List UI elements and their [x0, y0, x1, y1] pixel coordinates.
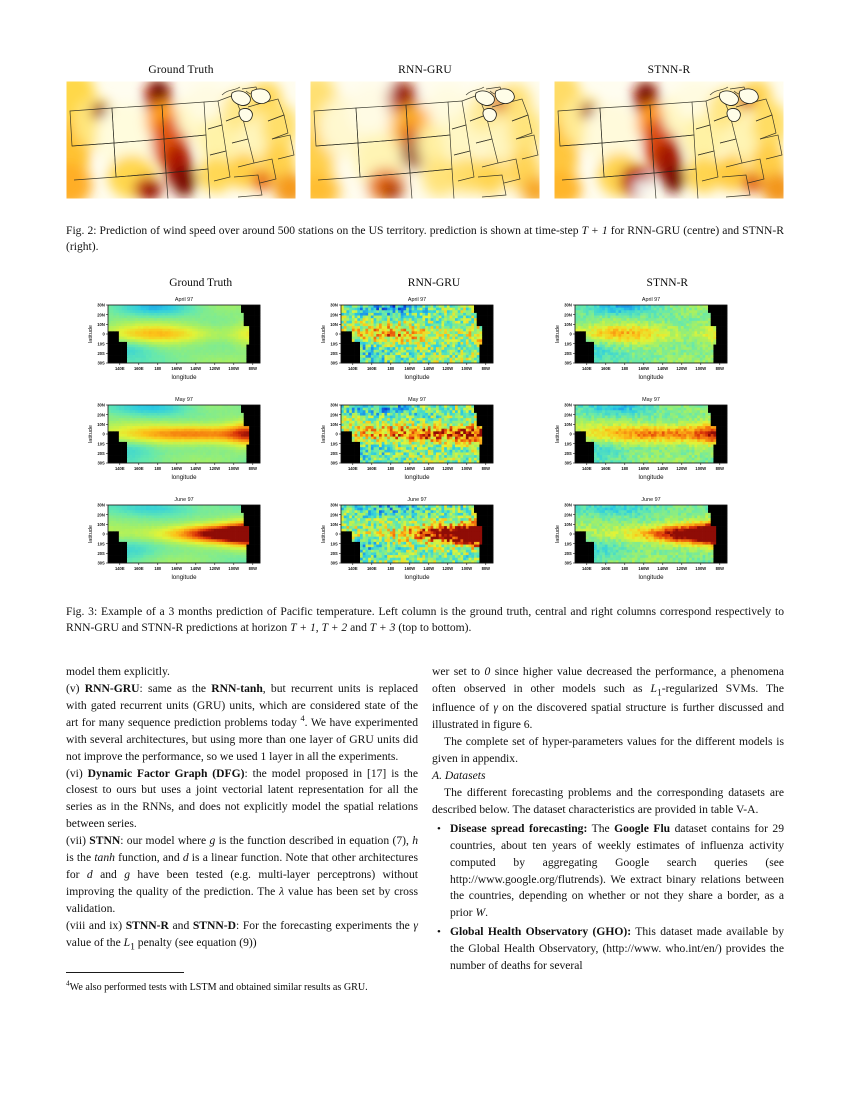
figure-2-header-rnn-gru: RNN-GRU	[398, 64, 452, 76]
y-tick-label: 20S	[564, 350, 572, 356]
figure-3-panel-stnn-r-3	[551, 491, 784, 591]
x-axis-label: longitude	[404, 374, 430, 381]
y-tick-label: 10N	[97, 421, 105, 427]
y-axis-label: latitude	[88, 424, 94, 444]
x-axis-label: longitude	[638, 574, 664, 581]
term-stnn: STNN	[89, 834, 121, 848]
y-tick-label: 10S	[330, 541, 339, 547]
x-tick-label: 140W	[657, 566, 668, 571]
x-tick-label: 100W	[695, 466, 706, 471]
x-tick-label: 160W	[638, 566, 649, 571]
figure-2-header-ground-truth: Ground Truth	[148, 64, 214, 76]
text-run: (vi)	[66, 766, 88, 780]
term-dfg: Dynamic Factor Graph (DFG)	[87, 766, 245, 780]
x-tick-label: 120W	[209, 466, 221, 471]
x-tick-label: 80W	[481, 566, 491, 571]
figure-2-map-stnn-r	[554, 81, 784, 199]
paragraph-stnn-r-stnn-d	[66, 918, 418, 954]
y-tick-label: 0	[102, 531, 105, 537]
heatmap-stnn-r	[551, 291, 784, 391]
figure-3-caption-text-2: (top to bottom).	[395, 621, 472, 635]
figure-3-row-2	[84, 391, 784, 491]
figure-3-caption-math-1: T + 1	[290, 621, 316, 635]
x-tick-label: 100W	[461, 466, 473, 471]
figure-2-caption-math-1: T + 1	[581, 224, 608, 237]
text-run: The	[587, 821, 615, 835]
x-tick-label: 180	[154, 466, 162, 471]
x-tick-label: 160E	[367, 366, 377, 371]
footnote-number: 4	[66, 979, 70, 988]
panel-title: May 97	[408, 397, 427, 403]
body-column-right	[432, 664, 784, 977]
x-tick-label: 160W	[171, 466, 183, 471]
heatmap-stnn-r	[551, 491, 784, 591]
x-tick-label: 160E	[600, 466, 611, 471]
y-tick-label: 30S	[330, 460, 339, 466]
x-tick-label: 100W	[461, 366, 473, 371]
x-tick-label: 80W	[715, 566, 724, 571]
x-tick-label: 120W	[209, 566, 221, 571]
math-g-2: g	[124, 868, 131, 882]
text-run: .	[485, 906, 489, 920]
x-tick-label: 80W	[481, 366, 491, 371]
text-run: function, and	[114, 851, 183, 865]
x-tick-label: 120W	[442, 366, 454, 371]
x-tick-label: 140E	[581, 466, 592, 471]
x-tick-label: 160W	[404, 466, 416, 471]
x-axis-label: longitude	[404, 574, 430, 581]
heatmap-ground-truth	[84, 491, 317, 591]
x-tick-label: 120W	[209, 366, 221, 371]
panel-title: June 97	[174, 497, 194, 503]
figure-3-row-1	[84, 291, 784, 391]
text-run: is the	[66, 851, 95, 865]
y-tick-label: 30N	[97, 302, 105, 308]
text-run: , but recurrent units is replaced with gated recurrent units (GRU) units, which are considered state of the art for many sequence prediction problems today	[66, 681, 418, 729]
figure-3-caption-label: Fig. 3:	[66, 605, 98, 618]
y-tick-label: 20S	[330, 450, 339, 456]
math-zero: 0	[484, 665, 491, 678]
heatmap-ground-truth	[84, 391, 317, 491]
text-run: : our model where	[120, 834, 210, 848]
list-item	[448, 924, 784, 975]
x-tick-label: 140W	[190, 466, 202, 471]
x-tick-label: 140E	[581, 366, 592, 371]
text-run: dataset contains for 29 countries, about ten years of weekly estimates of influenza activity computed by aggregating Google search queries (see http://www.google.org/flutrends). We extract binary relations between the countries, depending on whether or not they share a border, as a prior	[450, 821, 784, 920]
y-tick-label: 30S	[330, 560, 339, 566]
y-tick-label: 20S	[564, 450, 572, 456]
y-tick-label: 10N	[330, 521, 339, 527]
y-tick-label: 20S	[97, 350, 105, 356]
x-tick-label: 160E	[133, 466, 144, 471]
x-tick-label: 180	[154, 366, 162, 371]
panel-title: April 97	[174, 297, 194, 303]
figure-3-panel-rnn-gru-2	[317, 391, 550, 491]
y-axis-label: latitude	[554, 324, 561, 344]
y-tick-label: 10S	[97, 541, 105, 547]
term-rnn-gru: RNN-GRU	[84, 681, 140, 695]
x-tick-label: 160W	[171, 566, 183, 571]
y-tick-label: 20N	[97, 512, 105, 518]
x-tick-label: 160W	[404, 566, 416, 571]
paragraph-datasets-intro	[432, 785, 784, 819]
y-tick-label: 10S	[330, 441, 339, 447]
x-tick-label: 160E	[367, 466, 377, 471]
x-tick-label: 120W	[676, 366, 687, 371]
text-run: wer set to	[432, 665, 485, 678]
x-tick-label: 80W	[481, 466, 491, 471]
text-run: is a linear function. Note that other architectures for	[66, 851, 418, 882]
paragraph-model-them-explicitly	[66, 664, 418, 681]
y-tick-label: 20N	[563, 412, 572, 418]
x-axis-label: longitude	[171, 474, 197, 481]
x-tick-label: 180	[621, 566, 628, 571]
y-tick-label: 30N	[97, 502, 105, 508]
x-tick-label: 160E	[133, 566, 144, 571]
math-L-subscript: 1	[130, 941, 135, 953]
math-gamma-2: γ	[493, 701, 498, 715]
text-run: : same as the	[139, 681, 212, 695]
text-run: (viii and ix)	[66, 918, 126, 932]
text-run: (vii)	[66, 834, 90, 848]
x-tick-label: 160E	[367, 566, 377, 571]
y-tick-label: 10N	[563, 521, 572, 527]
y-tick-label: 10N	[97, 521, 105, 527]
y-tick-label: 0	[569, 331, 572, 337]
math-gamma: γ	[413, 918, 418, 932]
x-tick-label: 160W	[638, 466, 649, 471]
y-tick-label: 20N	[563, 312, 572, 318]
text-run: penalty (see equation (9))	[134, 935, 257, 949]
figure-2	[66, 64, 784, 199]
math-L1-subscript: 1	[656, 687, 662, 699]
figure-2-caption-text-2: for RNN-GRU (centre) and STNN-R (right).	[66, 224, 784, 254]
paragraph-stnn	[66, 833, 418, 918]
figure-3-caption-text-1: Example of a 3 months prediction of Pacific temperature. Left column is the ground truth, central and right columns correspond respectively to RNN-GRU and STNN-R predictions at horizon	[66, 605, 785, 635]
body-column-left	[66, 664, 418, 954]
x-tick-label: 120W	[442, 466, 454, 471]
dataset-bullet-list	[432, 821, 784, 975]
x-tick-label: 160E	[133, 366, 144, 371]
y-tick-label: 20S	[330, 350, 339, 356]
y-tick-label: 0	[569, 431, 572, 437]
x-tick-label: 180	[621, 366, 628, 371]
text-run: This dataset made available by the Global Health Observatory, (http://www. who.int/en/) provides the number of deaths for several	[450, 925, 785, 973]
y-tick-label: 20S	[564, 550, 572, 556]
y-axis-label: latitude	[88, 324, 94, 344]
panel-title: June 97	[641, 497, 661, 503]
x-tick-label: 140W	[190, 366, 202, 371]
y-tick-label: 10S	[564, 341, 572, 347]
math-d: d	[182, 851, 189, 865]
y-tick-label: 0	[335, 331, 339, 337]
x-axis-label: longitude	[638, 374, 664, 381]
figure-3-caption-math-2: T + 2	[321, 621, 348, 635]
footnote-4	[66, 981, 418, 995]
x-tick-label: 140E	[114, 366, 125, 371]
y-tick-label: 30N	[563, 302, 572, 308]
panel-title: April 97	[408, 297, 427, 303]
x-tick-label: 180	[387, 466, 395, 471]
x-tick-label: 80W	[248, 566, 257, 571]
y-tick-label: 30N	[330, 302, 339, 308]
y-tick-label: 30N	[97, 402, 105, 408]
x-tick-label: 180	[621, 466, 628, 471]
x-tick-label: 80W	[715, 466, 724, 471]
x-tick-label: 160E	[600, 366, 611, 371]
y-tick-label: 30N	[563, 402, 572, 408]
figure-2-column-headers	[66, 64, 784, 76]
panel-title: June 97	[407, 497, 427, 503]
math-L: L	[123, 935, 131, 949]
x-tick-label: 160W	[404, 366, 416, 371]
paragraph-dfg	[66, 766, 418, 834]
y-tick-label: 30S	[330, 360, 339, 366]
x-tick-label: 100W	[228, 466, 240, 471]
heatmap-ground-truth	[84, 291, 317, 391]
x-tick-label: 140W	[657, 366, 668, 371]
figure-3-panel-rnn-gru-3	[317, 491, 550, 591]
x-tick-label: 180	[154, 566, 162, 571]
figure-3-caption-sep-2: and	[347, 621, 370, 635]
y-tick-label: 10S	[97, 341, 105, 347]
section-heading-datasets: A. Datasets	[432, 769, 486, 783]
y-axis-label: latitude	[321, 324, 328, 344]
figure-3-caption-sep-1: ,	[315, 621, 322, 635]
x-axis-label: longitude	[171, 374, 197, 381]
x-tick-label: 140E	[114, 566, 125, 571]
x-tick-label: 140E	[348, 366, 358, 371]
y-tick-label: 20S	[97, 550, 105, 556]
figure-3-panel-stnn-r-1	[551, 291, 784, 391]
term-rnn-tanh: RNN-tanh	[211, 681, 263, 695]
figure-2-map-rnn-gru	[310, 81, 540, 199]
text-run: . We have experimented with several architectures, but using more than one layer of GRU units did not improve the performance, so we used 1 layer in all the experiments.	[66, 715, 418, 763]
figure-3-header-stnn-r: STNN-R	[646, 277, 689, 289]
text-run: : For the forecasting experiments the	[236, 918, 414, 932]
y-tick-label: 30S	[564, 460, 572, 466]
x-tick-label: 100W	[461, 566, 473, 571]
figure-3-caption	[66, 604, 784, 637]
text-run: value has been set by cross validation.	[66, 884, 418, 915]
y-axis-label: latitude	[321, 524, 328, 544]
text-run: and	[92, 868, 125, 882]
y-tick-label: 0	[335, 431, 339, 437]
panel-title: May 97	[175, 397, 193, 403]
x-tick-label: 180	[387, 366, 395, 371]
y-tick-label: 10N	[97, 321, 105, 327]
bullet-term-disease-spread: Disease spread forecasting:	[450, 821, 588, 835]
y-axis-label: latitude	[321, 424, 328, 444]
x-tick-label: 140W	[423, 566, 435, 571]
figure-3-column-headers	[84, 277, 784, 289]
x-axis-label: longitude	[171, 574, 197, 581]
paragraph-hyperparameters	[432, 734, 784, 768]
y-tick-label: 10N	[563, 421, 572, 427]
figure-3-panel-stnn-r-2	[551, 391, 784, 491]
panel-title: May 97	[641, 397, 660, 403]
x-axis-label: longitude	[404, 474, 430, 481]
figure-2-caption-text-1: Prediction of wind speed over around 500 stations on the US territory. prediction is shown at time-step	[96, 224, 582, 237]
y-tick-label: 30S	[97, 460, 105, 466]
paragraph-gamma-value	[432, 664, 784, 734]
x-tick-label: 100W	[228, 566, 240, 571]
text-run: have been tested (e.g. multi-layer perceptrons) without improving the quality of the prediction. The	[66, 868, 418, 898]
text-run: on the discovered spatial structure is further discussed and illustrated in figure 6.	[432, 701, 784, 732]
figure-3-header-rnn-gru: RNN-GRU	[407, 277, 461, 289]
term-stnn-d: STNN-D	[192, 918, 237, 932]
x-tick-label: 100W	[695, 566, 706, 571]
footnote-marker: 4	[300, 713, 305, 723]
x-tick-label: 80W	[248, 366, 257, 371]
math-W: W	[475, 906, 486, 920]
heatmap-rnn-gru	[317, 491, 550, 591]
heatmap-rnn-gru	[317, 291, 550, 391]
y-tick-label: 30S	[97, 560, 105, 566]
figure-2-caption	[66, 223, 784, 256]
y-tick-label: 30N	[330, 502, 339, 508]
y-tick-label: 20N	[330, 512, 339, 518]
figure-3-panel-ground-truth-3	[84, 491, 317, 591]
y-tick-label: 10N	[330, 321, 339, 327]
figure-3-panel-grid	[84, 291, 784, 591]
x-tick-label: 80W	[248, 466, 257, 471]
x-tick-label: 80W	[715, 366, 724, 371]
x-tick-label: 120W	[442, 566, 454, 571]
y-tick-label: 20N	[97, 312, 105, 318]
math-d-2: d	[86, 868, 93, 882]
bullet-term-google-flu: Google Flu	[614, 821, 671, 835]
x-tick-label: 140W	[190, 566, 202, 571]
y-tick-label: 10S	[330, 341, 339, 347]
text-run: -regularized SVMs. The influence of	[432, 681, 784, 715]
y-tick-label: 10N	[330, 421, 339, 427]
list-item	[448, 821, 784, 923]
x-tick-label: 140E	[114, 466, 125, 471]
y-tick-label: 0	[335, 531, 339, 537]
x-tick-label: 140E	[581, 566, 592, 571]
text-run: The different forecasting problems and the corresponding datasets are described below. The dataset characteristics are provided in table V-A.	[432, 785, 784, 816]
y-tick-label: 30S	[564, 360, 572, 366]
x-tick-label: 100W	[228, 366, 240, 371]
text-run: value of the	[66, 935, 124, 949]
figure-3-caption-math-3: T + 3	[369, 621, 396, 635]
text-run: since higher value decreased the performance, a phenomena often observed in other models such as	[432, 665, 784, 695]
math-tanh: tanh	[94, 851, 115, 865]
y-tick-label: 30N	[330, 402, 339, 408]
math-g: g	[209, 834, 216, 848]
y-tick-label: 10S	[564, 441, 572, 447]
y-tick-label: 0	[569, 531, 572, 537]
bullet-term-gho: Global Health Observatory (GHO):	[450, 925, 632, 939]
figure-2-map-ground-truth	[66, 81, 296, 199]
y-tick-label: 20N	[563, 512, 572, 518]
x-tick-label: 140E	[348, 566, 358, 571]
y-tick-label: 0	[102, 431, 105, 437]
x-tick-label: 160E	[600, 566, 611, 571]
y-axis-label: latitude	[88, 524, 94, 544]
footnote-text: We also performed tests with LSTM and obtained similar results as GRU.	[69, 982, 368, 993]
x-tick-label: 140W	[423, 366, 435, 371]
y-tick-label: 20N	[330, 412, 339, 418]
y-tick-label: 30N	[563, 502, 572, 508]
x-tick-label: 160W	[638, 366, 649, 371]
figure-3-panel-ground-truth-1	[84, 291, 317, 391]
panel-title: April 97	[641, 297, 660, 303]
figure-2-header-stnn-r: STNN-R	[647, 64, 691, 76]
y-tick-label: 0	[102, 331, 105, 337]
y-tick-label: 20N	[330, 312, 339, 318]
figure-2-caption-label: Fig. 2:	[66, 224, 97, 237]
math-L1: L	[650, 681, 657, 695]
heatmap-stnn-r	[551, 391, 784, 491]
x-axis-label: longitude	[638, 474, 664, 481]
text-run: model them explicitly.	[66, 665, 170, 678]
y-tick-label: 30S	[564, 560, 572, 566]
x-tick-label: 160W	[171, 366, 183, 371]
footnote-separator	[66, 972, 184, 973]
figure-3-header-ground-truth: Ground Truth	[169, 277, 233, 289]
text-run: and	[168, 918, 193, 932]
y-tick-label: 20S	[330, 550, 339, 556]
x-tick-label: 120W	[676, 466, 687, 471]
text-run: The complete set of hyper-parameters values for the different models is given in appendix.	[432, 735, 784, 766]
figure-3	[84, 277, 784, 591]
x-tick-label: 140W	[657, 466, 668, 471]
text-run: is the function described in equation (7),	[215, 834, 413, 848]
figure-3-panel-rnn-gru-1	[317, 291, 550, 391]
y-tick-label: 20S	[97, 450, 105, 456]
y-tick-label: 10S	[564, 541, 572, 547]
math-lambda: λ	[279, 884, 285, 898]
term-stnn-r: STNN-R	[125, 918, 169, 932]
y-axis-label: latitude	[554, 424, 561, 444]
x-tick-label: 120W	[676, 566, 687, 571]
x-tick-label: 100W	[695, 366, 706, 371]
math-h: h	[412, 834, 419, 848]
y-tick-label: 20N	[97, 412, 105, 418]
text-run: : the model proposed in [17] is the closest to ours but uses a joint vectorial latent representation for all the series as in the RNNs, and does not explicitly model the spatial relations between series.	[66, 766, 419, 831]
figure-2-map-row	[66, 81, 784, 199]
paragraph-rnn-gru	[66, 681, 418, 766]
y-axis-label: latitude	[554, 524, 561, 544]
y-tick-label: 30S	[97, 360, 105, 366]
x-tick-label: 140E	[348, 466, 358, 471]
figure-3-row-3	[84, 491, 784, 591]
text-run: (v)	[66, 681, 85, 695]
x-tick-label: 180	[387, 566, 395, 571]
y-tick-label: 10N	[563, 321, 572, 327]
figure-3-panel-ground-truth-2	[84, 391, 317, 491]
y-tick-label: 10S	[97, 441, 105, 447]
x-tick-label: 140W	[423, 466, 435, 471]
heatmap-rnn-gru	[317, 391, 550, 491]
